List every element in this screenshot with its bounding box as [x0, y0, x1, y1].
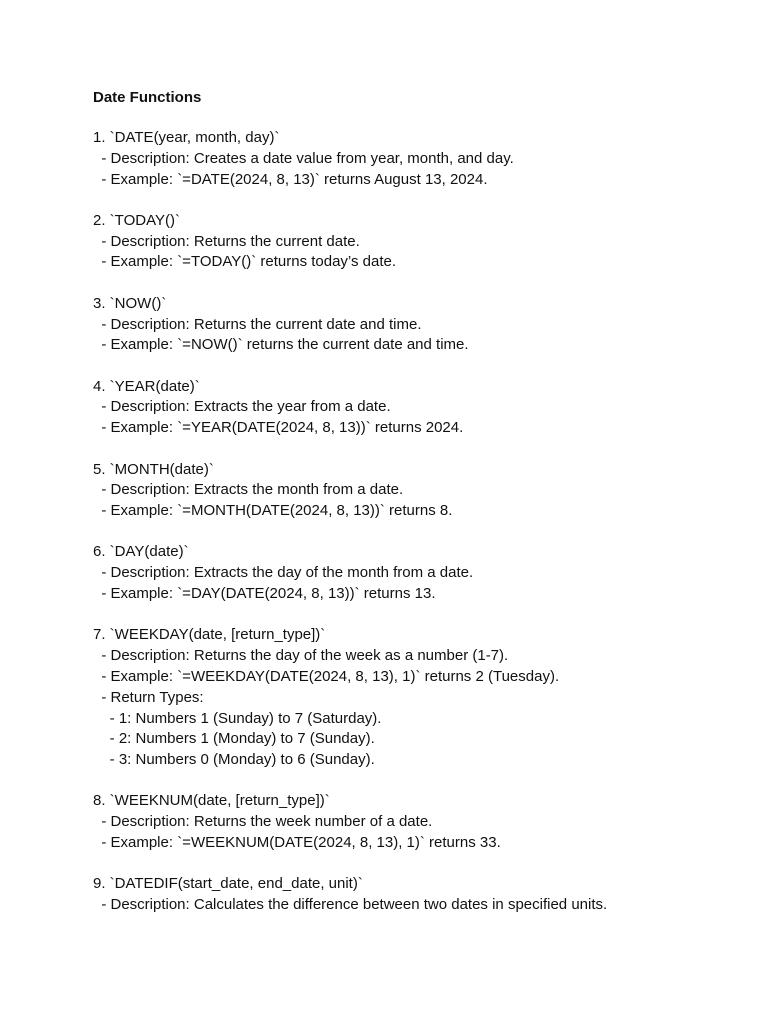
section-heading: 3. `NOW()` [93, 294, 167, 312]
description-line: - Description: Returns the week number of a date. [93, 813, 433, 831]
example-line: - Example: `=WEEKDAY(DATE(2024, 8, 13), 1)` returns 2 (Tuesday). [93, 667, 560, 685]
return-type-line: - 2: Numbers 1 (Monday) to 7 (Sunday). [93, 730, 375, 748]
example-line: - Example: `=WEEKNUM(DATE(2024, 8, 13), 1)` returns 33. [93, 834, 501, 852]
section-heading: 1. `DATE(year, month, day)` [93, 129, 280, 146]
document-title: Date Functions [93, 89, 202, 106]
return-type-line: - 1: Numbers 1 (Sunday) to 7 (Saturday). [93, 709, 382, 727]
example-line: - Example: `=DATE(2024, 8, 13)` returns August 13, 2024. [93, 170, 488, 188]
function-section-day [93, 542, 743, 604]
description-line: - Description: Extracts the month from a date. [93, 481, 404, 499]
function-section-date [93, 128, 743, 190]
example-line: - Example: `=TODAY()` returns today’s date. [93, 253, 397, 271]
return-types-label: - Return Types: [93, 688, 204, 706]
section-heading: 2. `TODAY()` [93, 211, 180, 229]
section-heading: 9. `DATEDIF(start_date, end_date, unit)` [93, 875, 363, 893]
return-type-line: - 3: Numbers 0 (Monday) to 6 (Sunday). [93, 751, 375, 769]
function-section-weekday [93, 625, 743, 771]
function-section-datedif [93, 874, 743, 916]
function-section-month [93, 460, 743, 522]
section-heading: 6. `DAY(date)` [93, 543, 189, 561]
section-heading: 8. `WEEKNUM(date, [return_type])` [93, 792, 330, 810]
description-line: - Description: Returns the day of the week as a number (1-7). [93, 647, 509, 665]
function-section-year [93, 377, 743, 439]
document-page [93, 88, 743, 936]
function-section-today [93, 211, 743, 273]
example-line: - Example: `=YEAR(DATE(2024, 8, 13))` returns 2024. [93, 419, 464, 437]
description-line: - Description: Extracts the day of the month from a date. [93, 564, 474, 582]
description-line: - Description: Creates a date value from year, month, and day. [93, 149, 514, 167]
example-line: - Example: `=MONTH(DATE(2024, 8, 13))` returns 8. [93, 502, 453, 520]
section-heading: 7. `WEEKDAY(date, [return_type])` [93, 626, 326, 644]
description-line: - Description: Calculates the difference between two dates in specified units. [93, 896, 608, 914]
section-heading: 5. `MONTH(date)` [93, 460, 214, 478]
description-line: - Description: Returns the current date and time. [93, 315, 422, 333]
example-line: - Example: `=NOW()` returns the current date and time. [93, 336, 469, 354]
description-line: - Description: Extracts the year from a date. [93, 398, 391, 416]
example-line: - Example: `=DAY(DATE(2024, 8, 13))` returns 13. [93, 585, 436, 603]
section-heading: 4. `YEAR(date)` [93, 377, 200, 395]
function-section-now [93, 294, 743, 356]
function-section-weeknum [93, 791, 743, 853]
description-line: - Description: Returns the current date. [93, 232, 360, 250]
